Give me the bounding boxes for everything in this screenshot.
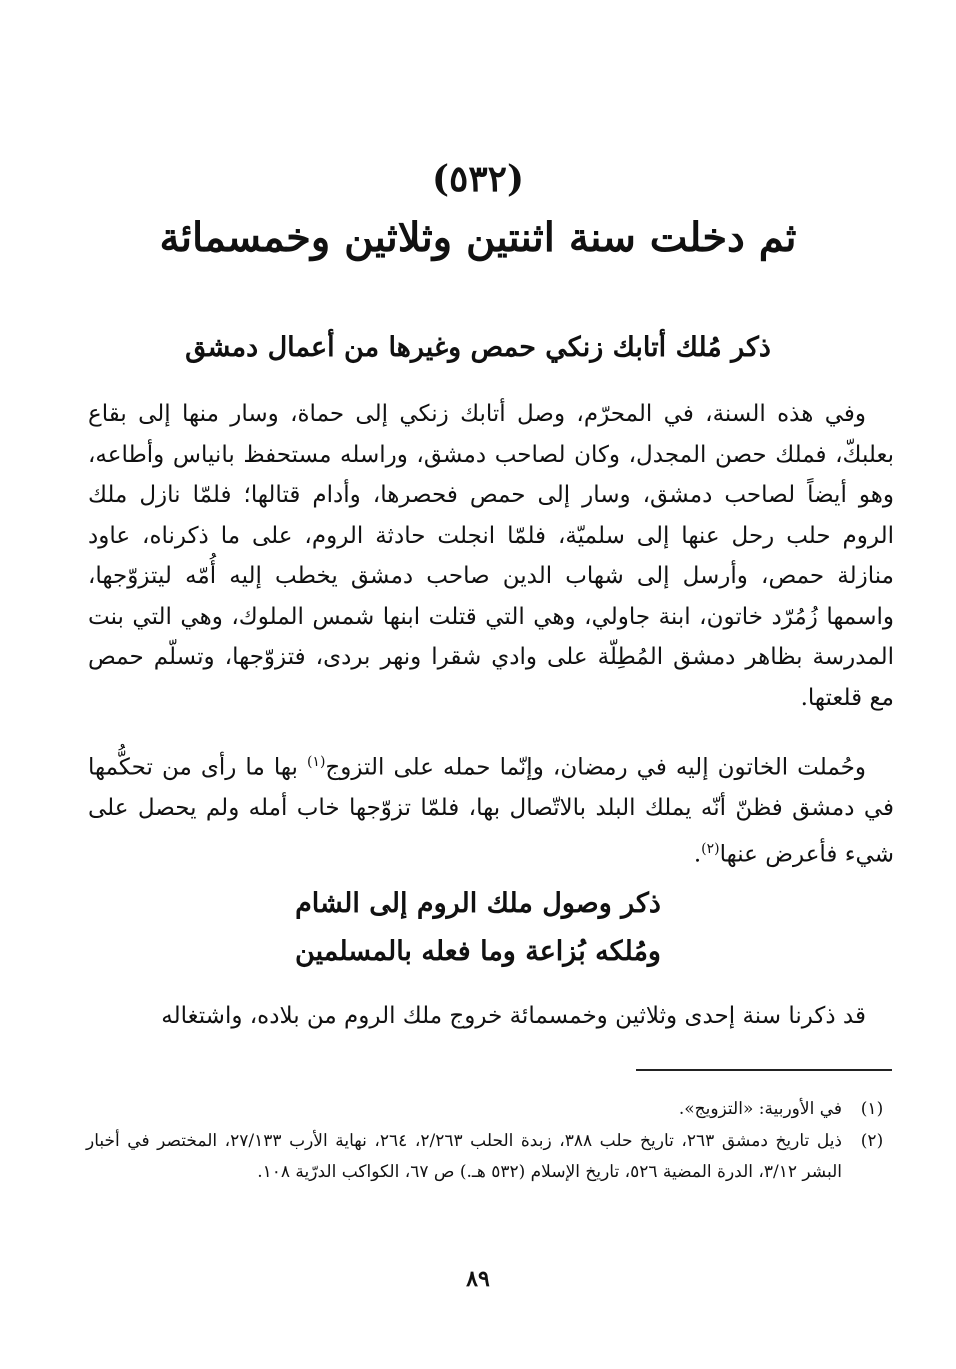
chapter-title: ثم دخلت سنة اثنتين وثلاثين وخمسمائة	[159, 214, 797, 261]
section-heading-line-2: ومُلكه بُزاعة وما فعله بالمسلمين	[295, 936, 661, 967]
footnote-ref-1[interactable]: (١)	[306, 754, 326, 770]
footnote-number: (٢)	[860, 1131, 884, 1151]
footnote-2	[86, 1126, 892, 1188]
year-number: (٥٣٢)	[431, 158, 525, 200]
footnote-text: في الأوربية: «التزويج».	[678, 1099, 842, 1119]
paragraph-byzantine-king	[88, 996, 894, 1037]
footnote-ref-2[interactable]: (٢)	[701, 840, 720, 857]
paragraph-text-start: وحُملت الخاتون إليه في رمضان، وإنّما حمله على التزوج	[325, 754, 866, 781]
footnote-separator	[636, 1069, 892, 1071]
section-heading-zengi-homs: ذكر مُلك أتابك زنكي حمص وغيرها من أعمال دمشق	[185, 332, 771, 363]
footnote-number: (١)	[860, 1099, 884, 1119]
paragraph-zengi-homs	[88, 394, 894, 718]
footnote-1	[86, 1094, 892, 1125]
page-number: ٨٩	[466, 1266, 490, 1292]
paragraph-text-middle: بها ما رأى من تحكُّمها في دمشق فظنّ أنّه يملك البلد بالاتّصال بها، فلمّا تزوّجها خاب أمله ولم يحصل على شيء فأعرض عنها	[88, 754, 894, 868]
paragraph-text: وفي هذه السنة، في المحرّم، وصل أتابك زنكي إلى حماة، وسار منها إلى بقاع بعلبكّ، فملك حصن المجدل، وكان لصاحب دمشق، وراسله مستحفظ بانياس وأطاعه، وهو أيضاً لصاحب دمشق، وسار إلى حمص فحصرها، وأدام قتالها؛ فلمّا نازل ملك الروم حلب رحل عنها إلى سلميّة، فلمّا انجلت حادثة الروم، على ما ذكرناه، عاود منازلة حمص، وأرسل إلى شهاب الدين صاحب دمشق يخطب إليه أُمّه ليتزوّجها، واسمها زُمُرّد خاتون، ابنة جاولي، وهي التي قتلت ابنها شمس الملوك، وهي التي بنت المدرسة بظاهر دمشق المُطِلّة على وادي شقرا ونهر بردى، فتزوّجها، وتسلّم حمص مع قلعتها.	[88, 401, 894, 711]
footnote-text: ذيل تاريخ دمشق ٢٦٣، تاريخ حلب ٣٨٨، زبدة الحلب ٢/٢٦٣، ٢٦٤، نهاية الأرب ٢٧/١٣٣، المختصر في أخبار البشر ٣/١٢، الدرة المضية ٥٢٦، تاريخ الإسلام (٥٣٢ هـ.) ص ٦٧، الكواكب الدرّية ١٠٨.	[86, 1131, 842, 1182]
section-heading-byzantine-buza	[0, 880, 956, 976]
paragraph-khatun-marriage	[88, 742, 894, 875]
paragraph-text: قد ذكرنا سنة إحدى وثلاثين وخمسمائة خروج ملك الروم من بلاده، واشتغاله	[161, 1003, 866, 1029]
paragraph-text-end: .	[693, 841, 702, 868]
section-heading-line-1: ذكر وصول ملك الروم إلى الشام	[295, 888, 661, 919]
